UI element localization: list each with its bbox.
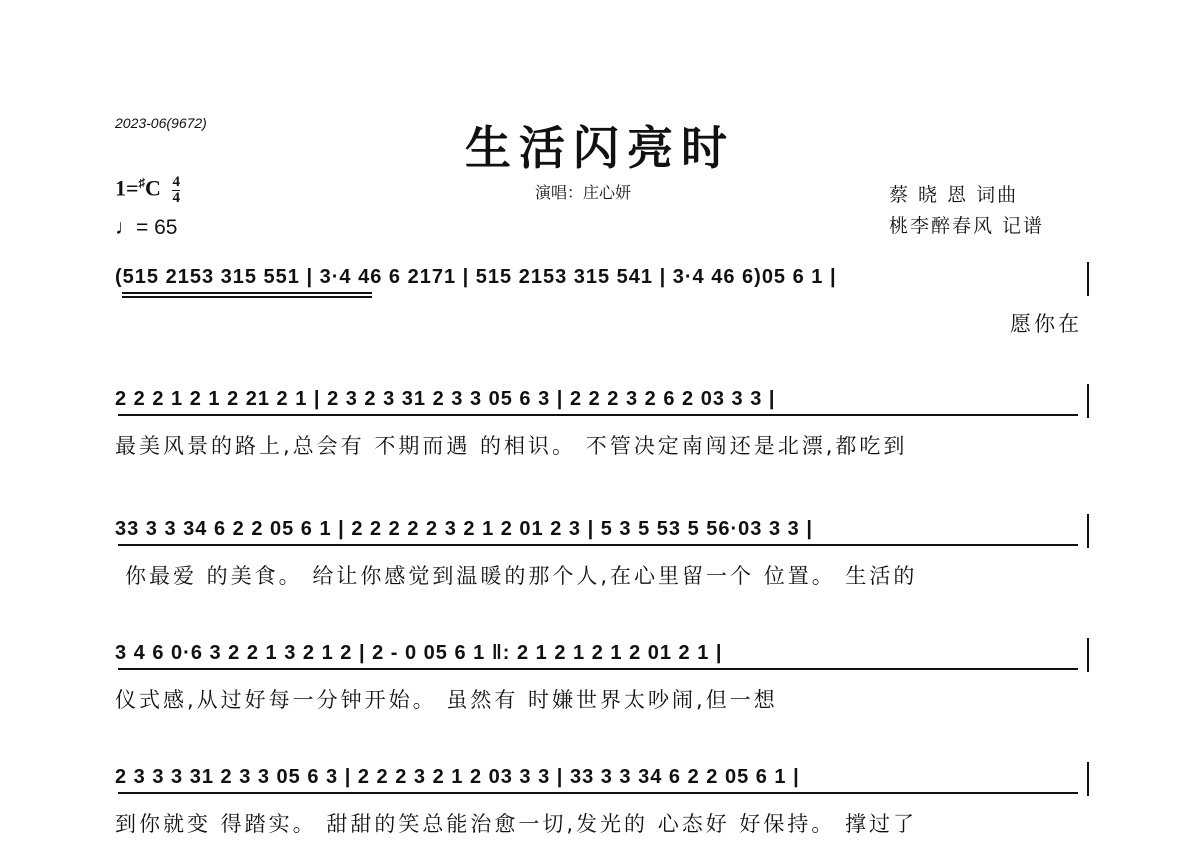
key-note: C	[145, 175, 161, 201]
notation-line-3: 33 3 3 34 6 2 2 05 6 1 | 2 2 2 2 2 3 2 1 2 01 2 3 | 5 3 5 53 5 56·03 3 3 |	[115, 518, 813, 540]
song-title: 生活闪亮时	[465, 121, 735, 175]
key-signature	[115, 175, 180, 206]
time-signature	[172, 175, 180, 206]
time-bottom: 4	[172, 190, 180, 206]
author-credit: 蔡 晓 恩 词曲	[889, 184, 1019, 206]
notation-line-4: 3 4 6 0·6 3 2 2 1 3 2 1 2 | 2 - 0 05 6 1 ‖: 2 1 2 1 2 1 2 01 2 1 |	[115, 642, 723, 664]
key-prefix: 1=	[115, 175, 139, 201]
lyric-line-5: 到你就变 得踏实。 甜甜的笑总能治愈一切,发光的 心态好 好保持。 撑过了	[115, 812, 918, 836]
recorder-credit: 桃李醉春风 记谱	[889, 215, 1045, 237]
sharp-sign: ♯	[138, 175, 146, 191]
lyric-line-1: 愿你在	[1010, 312, 1082, 336]
singer-credit: 演唱：庄心妍	[535, 183, 632, 202]
score-code: 2023-06(9672)	[115, 115, 207, 131]
lyric-line-2: 最美风景的路上,总会有 不期而遇 的相识。 不管决定南闯还是北漂,都吃到	[115, 434, 908, 458]
notation-line-2: 2 2 2 1 2 1 2 21 2 1 | 2 3 2 3 31 2 3 3 05 6 3 | 2 2 2 3 2 6 2 03 3 3 |	[115, 388, 776, 410]
lyric-line-4: 仪式感,从过好每一分钟开始。 虽然有 时嫌世界太吵闹,但一想	[115, 688, 778, 712]
notation-line-1: (515 2153 315 551 | 3·4 46 6 2171 | 515 2153 315 541 | 3·4 46 6)05 6 1 |	[115, 266, 837, 288]
tempo-mark: ♩= 65	[115, 216, 178, 239]
lyric-line-3: 你最爱 的美食。 给让你感觉到温暖的那个人,在心里留一个 位置。 生活的	[125, 564, 918, 588]
notation-line-5: 2 3 3 3 31 2 3 3 05 6 3 | 2 2 2 3 2 1 2 03 3 3 | 33 3 3 34 6 2 2 05 6 1 |	[115, 766, 800, 788]
time-top: 4	[172, 174, 180, 190]
